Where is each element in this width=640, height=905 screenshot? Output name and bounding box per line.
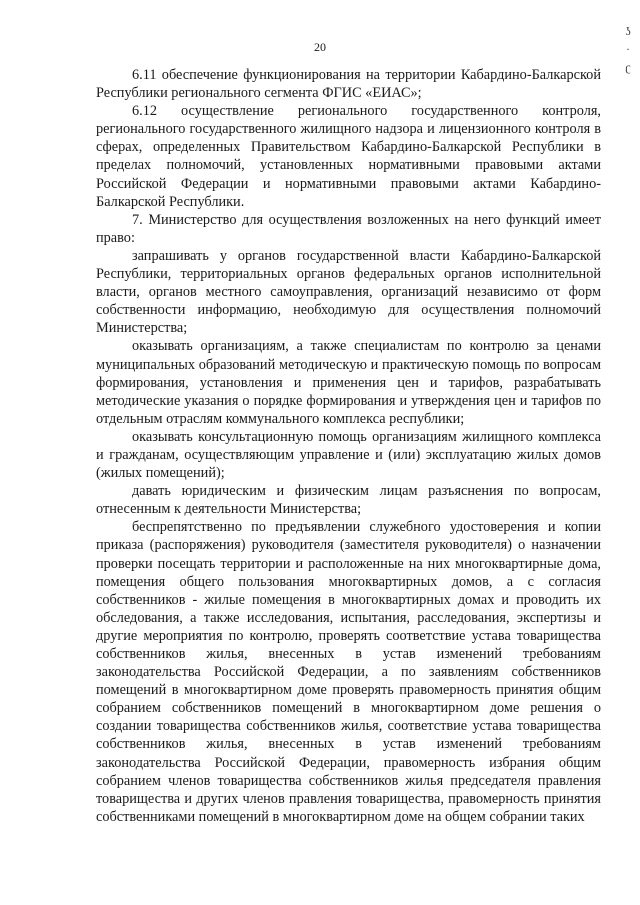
edge-marks [622,22,634,76]
paragraph-7: 7. Министерство для осуществления возложенных на него функций имеет право: [96,211,601,246]
edge-mark: · [626,42,630,56]
paragraph-right-clarifications: давать юридическим и физическим лицам разъяснения по вопросам, отнесенным к деятельности Министерства; [96,483,601,518]
paragraph-right-request-info: запрашивать у органов государственной власти Кабардино-Балкарской Республики, территориальных органов федеральных органов исполнительной власти, органов местного самоуправления, организаций независимо от форм собственности информацию, необходимую для осуществления полномочий Министерства; [96,247,601,337]
page-number: 20 [314,40,326,54]
paragraph-right-consulting: оказывать консультационную помощь организациям жилищного комплекса и гражданам, осуществляющим управление и (или) эксплуатацию жилых домов (жилых помещений); [96,428,601,482]
edge-mark: ʗ [625,60,631,74]
paragraph-6-12: 6.12 осуществление регионального государственного контроля, регионального государственного жилищного надзора и лицензионного контроля в сферах, определенных Правительством Кабардино-Балкарской Республики в пределах полномочий, установленных нормативными правовыми актами Российской Федерации и нормативными правовыми актами Кабардино-Балкарской Республики. [96,103,601,210]
paragraph-right-methodical-help: оказывать организациям, а также специалистам по контролю за ценами муниципальных образований методическую и практическую помощь по вопросам формирования, установления и применения цен и тарифов, разрабатывать методические указания о порядке формирования и утверждения цен и тарифов по отдельным отраслям коммунального комплекса республики; [96,338,601,427]
paragraph-right-inspections: беспрепятственно по предъявлении служебного удостоверения и копии приказа (распоряжения) руководителя (заместителя руководителя) о назначении проверки посещать территории и расположенные на них многоквартирные дома, помещения общего пользования многоквартирных домов, а с согласия собственников - жилые помещения в многоквартирных домах и проводить их обследования, а также исследования, испытания, расследования, экспертизы и другие мероприятия по контролю, проверять соответствие устава товарищества собственников жилья, внесенных в устав изменений требованиям законодательства Российской Федерации, а по заявлениям собственников помещений в многоквартирном доме проверять правомерность принятия общим собранием собственников помещений в многоквартирном доме решения о создании товарищества собственников жилья, соответствие устава товарищества собственников жилья, внесенных в устав изменений требованиям законодательства Российской Федерации, правомерность избрания общим собранием членов товарищества собственников жилья председателя правления товарищества и других членов правления товарищества, правомерность принятия собственниками помещений в многоквартирном доме на общем собрании таких [96,519,601,825]
edge-mark: ʖ [625,24,631,38]
paragraph-6-11: 6.11 обеспечение функционирования на территории Кабардино-Балкарской Республики регионального сегмента ФГИС «ЕИАС»; [96,67,601,102]
document-body [96,66,601,826]
